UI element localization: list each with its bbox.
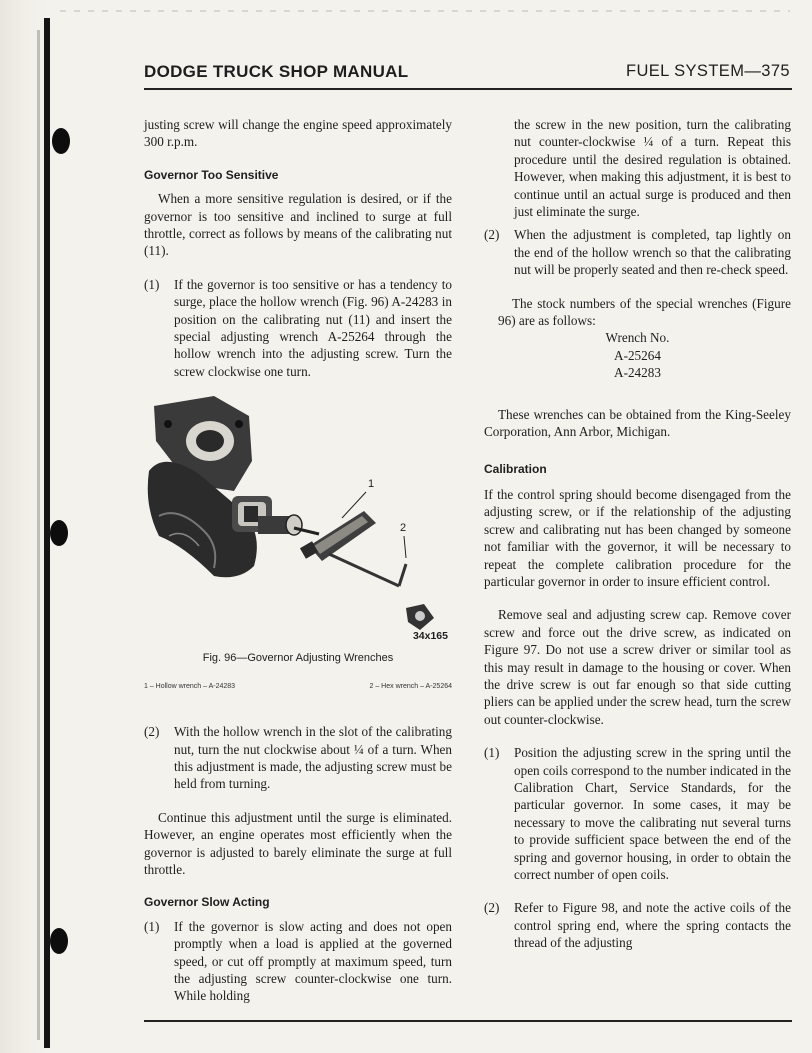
- list-number: (1): [484, 745, 500, 761]
- callout-line-2: [404, 536, 406, 558]
- legend-item-hollow-wrench: 1 – Hollow wrench – A-24283: [144, 682, 236, 690]
- list-text: When the adjustment is completed, tap lightly on the end of the hollow wrench so that the calibrating nut will be properly seated and then re-check speed.: [514, 227, 791, 278]
- punch-hole-middle: [50, 520, 68, 546]
- section-page-number: FUEL SYSTEM—375: [625, 62, 790, 80]
- list-text: With the hollow wrench in the slot of the calibrating nut, turn the nut clockwise about ¼ of a turn. When this adjustment is made, the adjusting screw must be held from turning.: [174, 724, 452, 792]
- list-number: (1): [144, 276, 160, 292]
- figure-legend: [144, 678, 452, 695]
- list-text: Position the adjusting screw in the spring until the open coils correspond to the number indicated in the Calibration Chart, Service Standards, for the particular governor. In some cases, it may be necessary to move the calibrating nut several turns to provide sufficient space between the end of the spring and governor housing, in order to obtain the correct number of open coils.: [514, 745, 791, 883]
- paragraph-continuation: justing screw will change the engine speed approximately 300 r.p.m.: [144, 117, 452, 150]
- list-item-continuation: [484, 116, 791, 220]
- list-item: [484, 744, 791, 883]
- punch-hole-bottom: [50, 928, 68, 954]
- figure-code: 34x165: [412, 630, 448, 643]
- list-number: (2): [484, 900, 500, 916]
- paragraph-obtain-wrenches: These wrenches can be obtained from the King-Seeley Corporation, Ann Arbor, Michigan.: [484, 406, 791, 440]
- list-text: If the governor is too sensitive or has a tendency to surge, place the hollow wrench (Fig. 96) A-24283 in position on the calibrating nut (11) and insert the special adjusting wrench A-25264 through the hollow wrench into the adjusting screw. Turn the screw clockwise one turn.: [174, 276, 452, 379]
- left-column: [144, 116, 452, 1005]
- paragraph-continue-adjustment: Continue this adjustment until the surge is eliminated. However, an engine operates most efficiently when the governor is adjusted to barely eliminate the surge at full throttle.: [144, 809, 452, 877]
- scan-noise: [60, 10, 790, 12]
- manual-title: DODGE TRUCK SHOP MANUAL: [144, 62, 409, 81]
- heading-governor-slow-acting: Governor Slow Acting: [144, 895, 270, 910]
- hex-wrench: [329, 554, 406, 586]
- footer-rule: [144, 1020, 792, 1022]
- hollow-wrench: [294, 511, 376, 561]
- list-text: the screw in the new position, turn the calibrating nut counter-clockwise ¼ of a turn. Repeat this procedure until the desired regulation is obtained. However, when making this adjustment, it is best to continue until an actual surge is produced and then just eliminate the surge.: [514, 117, 791, 220]
- list-number: (2): [484, 227, 500, 243]
- list-number-spacer: [484, 116, 514, 220]
- callout-label-1: 1: [368, 478, 375, 491]
- list-text: Refer to Figure 98, and note the active coils of the control spring end, where the spring contacts the thread of the adjusting: [514, 900, 791, 951]
- header-rule: [144, 88, 792, 90]
- page-header: [144, 62, 790, 88]
- paragraph-sensitive-intro: When a more sensitive regulation is desired, or if the governor is too sensitive and inclined to surge at full throttle, correct as follows by means of the calibrating nut (11).: [144, 191, 452, 259]
- list-item: [144, 276, 452, 380]
- governor-housing: [148, 396, 302, 577]
- paragraph-remove-seal: Remove seal and adjusting screw cap. Remove cover screw and force out the drive screw, as indicated on Figure 97. Do not use a screw driver or similar tool as this may result in damage to the housing or cover. When the drive screw is out far enough so that side cutting pliers can be applied under the screw head, turn the screw out counter-clockwise.: [484, 607, 791, 727]
- list-number: (2): [144, 724, 160, 740]
- punch-hole-top: [52, 128, 70, 154]
- wrench-number-a24283: A-24283: [614, 365, 661, 381]
- paragraph-calibration-intro: If the control spring should become disengaged from the adjusting screw, or if the relationship of the adjusting screw and calibrating nut has been changed by someone not familiar with the governor, it will be necessary to repeat the complete calibration procedure for the particular governor in order to insure efficient control.: [484, 486, 791, 589]
- wrench-number-heading: Wrench No.: [605, 330, 670, 346]
- adapter-piece: [406, 604, 434, 630]
- list-item: [484, 226, 791, 278]
- list-item: [144, 918, 452, 1005]
- heading-governor-too-sensitive: Governor Too Sensitive: [144, 167, 279, 182]
- list-text: If the governor is slow acting and does not open promptly when a load is applied at the governed speed, or cut off promptly at maximum speed, turn the adjusting screw counter-clockwise one turn. While holding: [174, 918, 452, 1004]
- figure-caption: Fig. 96—Governor Adjusting Wrenches: [202, 652, 394, 665]
- heading-calibration: Calibration: [484, 461, 547, 476]
- legend-item-hex-wrench: 2 – Hex wrench – A-25264: [369, 682, 452, 690]
- paragraph-stock-numbers: The stock numbers of the special wrenches (Figure 96) are as follows:: [498, 295, 791, 329]
- figure-96: [144, 396, 452, 646]
- right-column: [484, 116, 791, 952]
- callout-label-2: 2: [400, 522, 407, 535]
- list-number: (1): [144, 918, 160, 934]
- list-item: [144, 723, 452, 793]
- list-item: [484, 899, 791, 951]
- wrench-number-a25264: A-25264: [614, 347, 661, 363]
- binding-shadow: [37, 30, 40, 1040]
